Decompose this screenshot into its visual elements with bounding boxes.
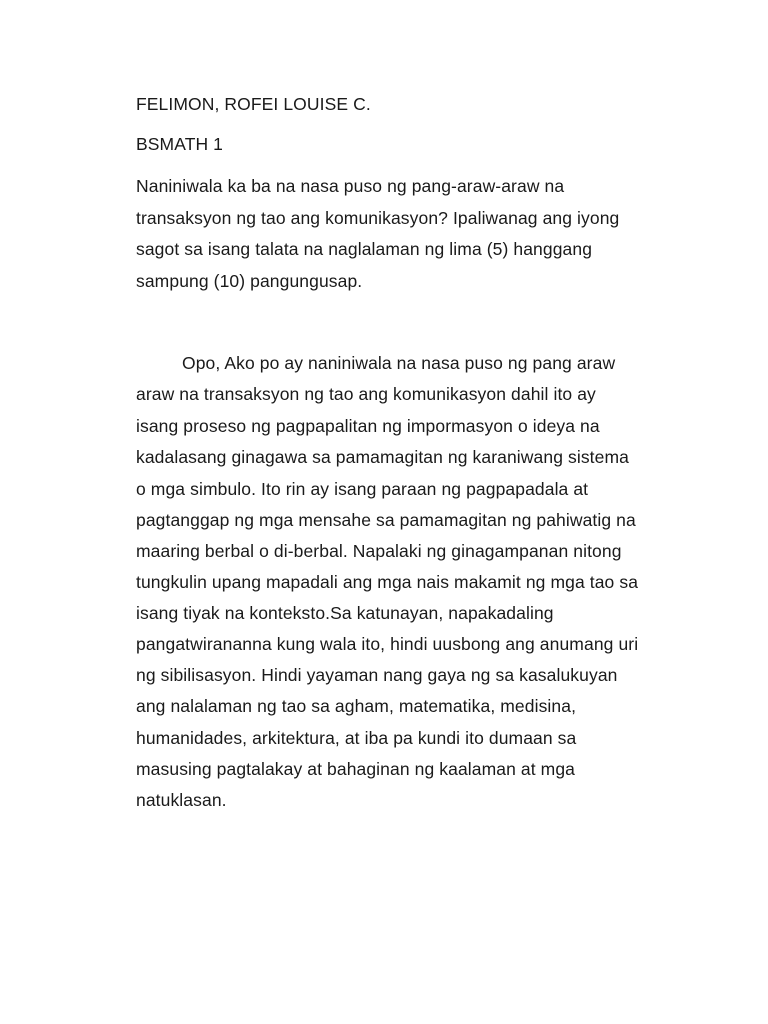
answer-line: o mga simbulo. Ito rin ay isang paraan ng pagpapadala at (136, 479, 589, 499)
answer-line: kadalasang ginagawa sa pamamagitan ng karaniwang sistema (136, 447, 629, 467)
answer-line: pangatwirananna kung wala ito, hindi uusbong ang anumang uri (136, 634, 639, 654)
answer-line: isang proseso ng pagpapalitan ng impormasyon o ideya na (136, 416, 600, 436)
answer-line: Opo, Ako po ay naniniwala na nasa puso ng pang araw (182, 353, 616, 373)
answer-line: tungkulin upang mapadali ang mga nais makamit ng mga tao sa (136, 572, 639, 592)
question-line: sagot sa isang talata na naglalaman ng lima (5) hanggang (136, 239, 593, 259)
answer-line: ang nalalaman ng tao sa agham, matematika, medisina, (136, 696, 577, 716)
answer-line: humanidades, arkitektura, at iba pa kundi ito dumaan sa (136, 728, 577, 748)
answer-line: pagtanggap ng mga mensahe sa pamamagitan ng pahiwatig na (136, 510, 636, 530)
answer-line: natuklasan. (136, 790, 227, 810)
answer-line: maaring berbal o di-berbal. Napalaki ng ginagampanan nitong (136, 541, 622, 561)
answer-line: ng sibilisasyon. Hindi yayaman nang gaya ng sa kasalukuyan (136, 665, 618, 685)
question-line: transaksyon ng tao ang komunikasyon? Ipaliwanag ang iyong (136, 208, 620, 228)
answer-line: isang tiyak na konteksto.Sa katunayan, napakadaling (136, 603, 554, 623)
course-label: BSMATH 1 (136, 134, 224, 154)
question-line: Naniniwala ka ba na nasa puso ng pang-araw-araw na (136, 176, 565, 196)
author-name: FELIMON, ROFEI LOUISE C. (136, 94, 371, 114)
answer-line: masusing pagtalakay at bahaginan ng kaalaman at mga (136, 759, 576, 779)
answer-line: araw na transaksyon ng tao ang komunikasyon dahil ito ay (136, 384, 596, 404)
question-line: sampung (10) pangungusap. (136, 271, 363, 291)
